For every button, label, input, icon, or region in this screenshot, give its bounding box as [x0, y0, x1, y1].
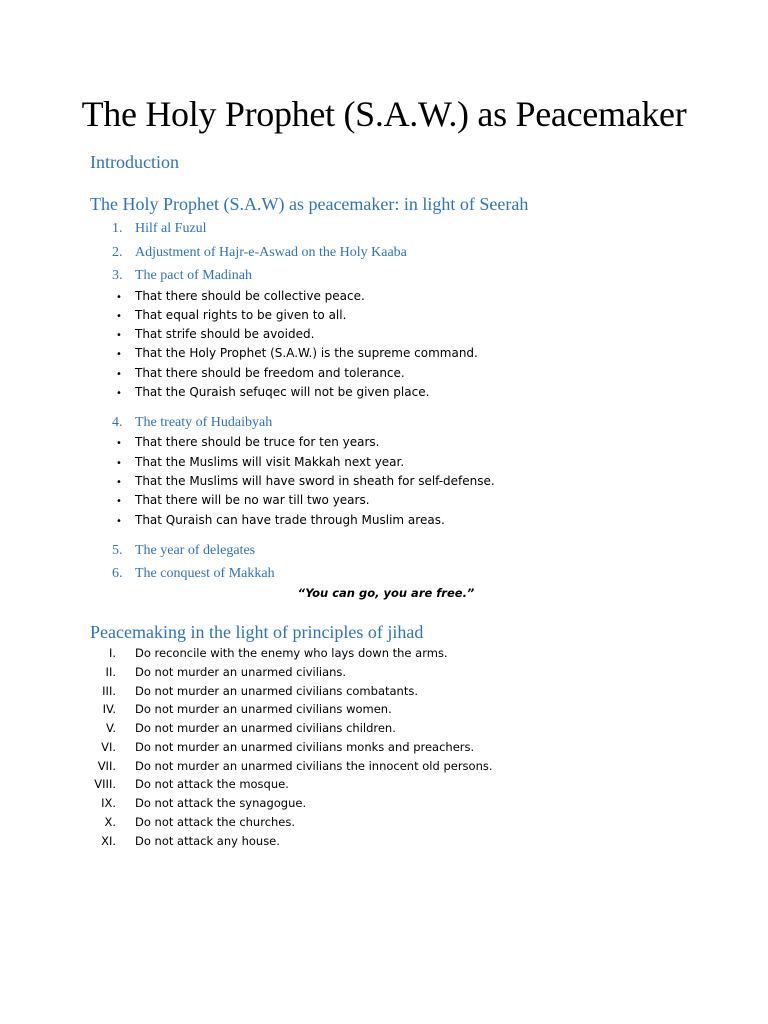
- list-item: 4. The treaty of Hudaibyah: [112, 415, 273, 430]
- page-title: The Holy Prophet (S.A.W.) as Peacemaker: [81, 94, 687, 134]
- list-item: III. Do not murder an unarmed civilians combatants.: [102, 684, 418, 698]
- treaty-point: • That there should be truce for ten years.: [116, 435, 380, 449]
- pact-point: • That the Quraish sefuqec will not be given place.: [116, 385, 430, 399]
- list-item: 6. The conquest of Makkah: [112, 566, 275, 581]
- list-item: 2. Adjustment of Hajr-e-Aswad on the Holy Kaaba: [112, 245, 407, 260]
- pact-point: • That strife should be avoided.: [116, 327, 315, 341]
- pact-point: • That there should be freedom and tolerance.: [116, 366, 405, 380]
- pact-point: • That equal rights to be given to all.: [116, 308, 347, 322]
- list-item: I. Do reconcile with the enemy who lays down the arms.: [108, 646, 448, 660]
- treaty-point: • That the Muslims will visit Makkah next year.: [116, 455, 405, 469]
- list-item: IX. Do not attack the synagogue.: [101, 796, 307, 810]
- list-item: VIII. Do not attack the mosque.: [94, 777, 289, 791]
- intro-heading: Introduction: [90, 152, 179, 172]
- list-item: V. Do not murder an unarmed civilians children.: [105, 721, 396, 735]
- treaty-point: • That Quraish can have trade through Muslim areas.: [116, 513, 445, 527]
- list-item: VII. Do not murder an unarmed civilians the innocent old persons.: [97, 759, 493, 773]
- list-item: IV. Do not murder an unarmed civilians women.: [102, 702, 392, 716]
- list-item: 1. Hilf al Fuzul: [112, 221, 207, 236]
- list-item: II. Do not murder an unarmed civilians.: [105, 665, 347, 679]
- seerah-heading: The Holy Prophet (S.A.W) as peacemaker: in light of Seerah: [90, 194, 529, 214]
- pact-point: • That the Holy Prophet (S.A.W.) is the supreme command.: [116, 346, 478, 360]
- list-item: 3. The pact of Madinah: [112, 268, 253, 283]
- treaty-point: • That the Muslims will have sword in sheath for self-defense.: [116, 474, 495, 488]
- quote-text: “You can go, you are free.”: [297, 586, 475, 600]
- pact-point: • That there should be collective peace.: [116, 289, 365, 303]
- list-item: XI. Do not attack any house.: [101, 834, 280, 848]
- list-item: X. Do not attack the churches.: [104, 815, 296, 829]
- jihad-heading: Peacemaking in the light of principles of jihad: [90, 622, 424, 642]
- list-item: VI. Do not murder an unarmed civilians monks and preachers.: [101, 740, 475, 754]
- list-item: 5. The year of delegates: [112, 543, 256, 558]
- treaty-point: • That there will be no war till two years.: [116, 493, 370, 507]
